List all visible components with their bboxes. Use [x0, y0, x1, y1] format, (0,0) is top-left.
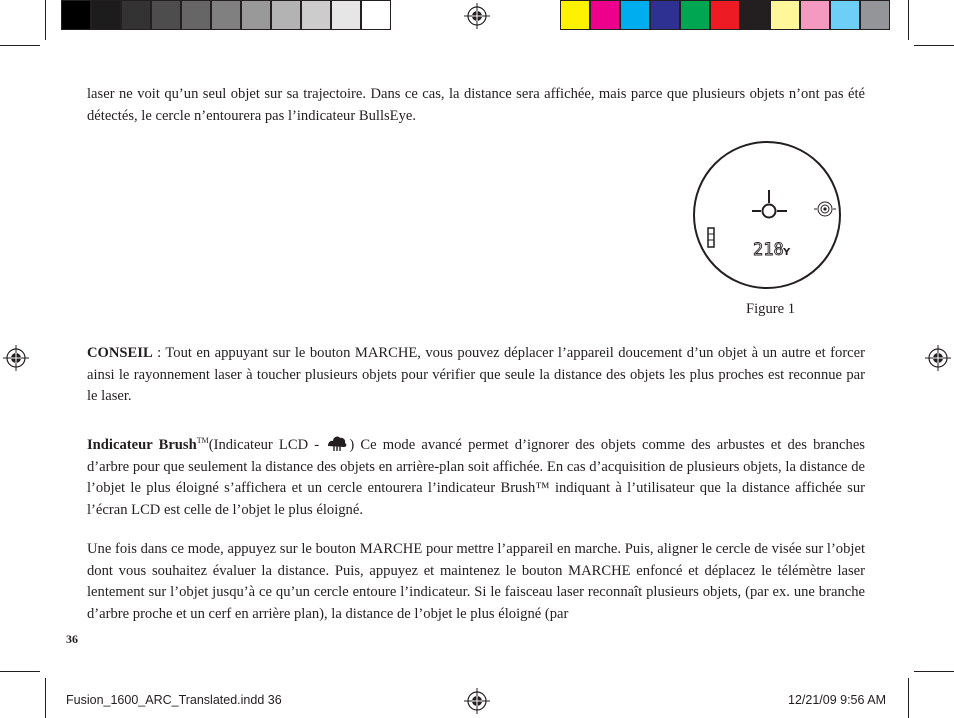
- calibration-swatch: [860, 0, 890, 30]
- registration-mark-icon: [464, 3, 490, 29]
- crop-mark: [908, 678, 909, 718]
- crop-mark: [0, 671, 40, 672]
- calibration-swatch: [211, 0, 241, 30]
- calibration-swatch: [181, 0, 211, 30]
- page-number: 36: [66, 632, 78, 646]
- calibration-swatch: [800, 0, 830, 30]
- registration-mark-icon: [464, 688, 490, 714]
- intro-paragraph: [87, 84, 865, 127]
- brush-paragraph: [87, 430, 865, 521]
- rangefinder-display-figure: [692, 140, 842, 290]
- brush-label: Indicateur Brush: [87, 437, 197, 453]
- figure-caption: Figure 1: [746, 301, 796, 317]
- calibration-swatch: [331, 0, 361, 30]
- crop-mark: [914, 45, 954, 46]
- calibration-swatch: [830, 0, 860, 30]
- registration-mark-icon: [925, 345, 951, 371]
- crop-mark: [45, 678, 46, 718]
- calibration-swatch: [590, 0, 620, 30]
- instructions-text: Une fois dans ce mode, appuyez sur le bouton MARCHE pour mettre l’appareil en marche. Puis, aligner le cercle de visée sur l’objet dont vous souhaitez évaluer la distance. Puis, appuyez et maintenez le bouton MARCHE enfoncé et déplacez le télémètre laser lentement sur l’objet jusqu’à ce qu’un cercle entoure l’indicateur. Si le faisceau laser reconnaît plusieurs objets, (par ex. une branche d’arbre proche et un cerf en arrière plan), la distance de l’objet le plus éloigné (par: [87, 541, 865, 622]
- calibration-swatch: [560, 0, 590, 30]
- tip-paragraph: [87, 343, 865, 408]
- crop-mark: [914, 671, 954, 672]
- calibration-swatch: [151, 0, 181, 30]
- calibration-swatch: [241, 0, 271, 30]
- calibration-swatch: [770, 0, 800, 30]
- calibration-swatch: [121, 0, 151, 30]
- brush-indicator-icon: [326, 434, 348, 452]
- brush-text: ) Ce mode avancé permet d’ignorer des objets comme des arbustes et des branches d’arbre pour que seulement la distance des objets en arrière-plan soit affichée. En cas d’acquisition de plusieurs objets, la distance de l’objet le plus éloigné s’affichera et un cercle entourera l’indicateur Brush™ indiquant à l’utilisateur que la distance affichée sur l’écran LCD est celle de l’objet le plus éloigné.: [87, 437, 865, 518]
- brush-lcd-prefix: (Indicateur LCD -: [208, 437, 326, 453]
- calibration-swatch: [91, 0, 121, 30]
- distance-unit: Y: [783, 247, 791, 258]
- calibration-swatch: [271, 0, 301, 30]
- tip-text: : Tout en appuyant sur le bouton MARCHE, vous pouvez déplacer l’appareil doucement d’un objet à un autre et forcer ainsi le rayonnement laser à toucher plusieurs objets pour vérifier que seule la distance des objets les plus proches est reconnue par le laser.: [87, 345, 865, 404]
- calibration-swatch: [740, 0, 770, 30]
- grayscale-calibration-bar: [61, 0, 391, 30]
- calibration-swatch: [61, 0, 91, 30]
- color-calibration-bar: [560, 0, 890, 30]
- calibration-swatch: [301, 0, 331, 30]
- viewfinder-circle: [694, 142, 840, 288]
- aiming-reticle-icon: [752, 190, 787, 218]
- battery-icon: [708, 228, 714, 247]
- intro-text: laser ne voit qu’un seul objet sur sa trajectoire. Dans ce cas, la distance sera affichée, mais parce que plusieurs objets n’ont pas été détectés, le cercle n’entourera pas l’indicateur BullsEye.: [87, 86, 865, 124]
- calibration-swatch: [620, 0, 650, 30]
- calibration-swatch: [680, 0, 710, 30]
- trademark-symbol: TM: [196, 436, 209, 445]
- slug-filename: Fusion_1600_ARC_Translated.indd 36: [66, 693, 282, 707]
- calibration-swatch: [361, 0, 391, 30]
- tip-label: CONSEIL: [87, 345, 153, 361]
- crop-mark: [45, 0, 46, 40]
- crop-mark: [908, 0, 909, 40]
- calibration-swatch: [710, 0, 740, 30]
- registration-mark-icon: [3, 345, 29, 371]
- bullseye-indicator-icon: [814, 202, 836, 216]
- calibration-swatch: [650, 0, 680, 30]
- crop-mark: [0, 45, 40, 46]
- distance-readout: 218: [753, 240, 784, 260]
- instructions-paragraph: [87, 539, 865, 625]
- slug-timestamp: 12/21/09 9:56 AM: [788, 693, 886, 707]
